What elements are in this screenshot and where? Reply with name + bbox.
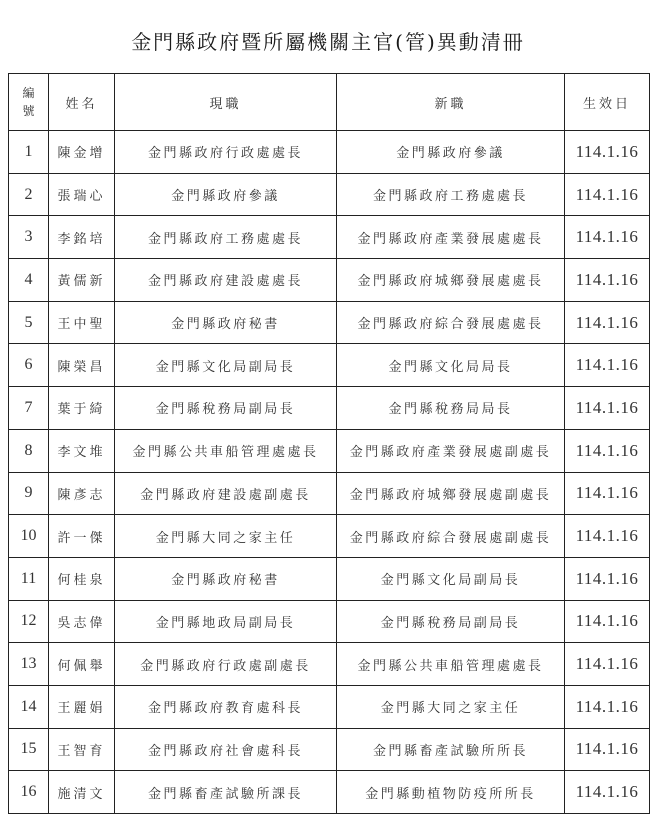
row-name: 葉于綺: [49, 387, 115, 430]
row-name: 陳彥志: [49, 472, 115, 515]
row-new-position: 金門縣文化局局長: [337, 344, 565, 387]
row-current-position: 金門縣公共車船管理處處長: [115, 429, 337, 472]
table-row: [9, 301, 650, 344]
row-new-position: 金門縣動植物防疫所所長: [337, 771, 565, 814]
row-effective-date: 114.1.16: [565, 557, 650, 600]
row-name: 張瑞心: [49, 173, 115, 216]
row-new-position: 金門縣稅務局局長: [337, 387, 565, 430]
row-effective-date: 114.1.16: [565, 515, 650, 558]
table-row: [9, 259, 650, 302]
row-current-position: 金門縣政府秘書: [115, 557, 337, 600]
row-effective-date: 114.1.16: [565, 301, 650, 344]
row-number: 13: [9, 643, 49, 686]
row-effective-date: 114.1.16: [565, 387, 650, 430]
table-row: [9, 685, 650, 728]
personnel-change-table: [8, 73, 650, 814]
row-new-position: 金門縣政府綜合發展處處長: [337, 301, 565, 344]
header-number: [9, 74, 49, 131]
row-number: 4: [9, 259, 49, 302]
table-row: [9, 429, 650, 472]
row-name: 王中聖: [49, 301, 115, 344]
row-current-position: 金門縣政府行政處副處長: [115, 643, 337, 686]
row-effective-date: 114.1.16: [565, 685, 650, 728]
row-name: 王智育: [49, 728, 115, 771]
row-effective-date: 114.1.16: [565, 131, 650, 174]
row-new-position: 金門縣公共車船管理處處長: [337, 643, 565, 686]
row-effective-date: 114.1.16: [565, 728, 650, 771]
row-name: 李文堆: [49, 429, 115, 472]
header-number-line2: 號: [22, 104, 35, 118]
row-number: 6: [9, 344, 49, 387]
row-current-position: 金門縣畜產試驗所課長: [115, 771, 337, 814]
table-row: [9, 131, 650, 174]
row-current-position: 金門縣政府秘書: [115, 301, 337, 344]
row-effective-date: 114.1.16: [565, 216, 650, 259]
row-name: 陳榮昌: [49, 344, 115, 387]
row-name: 許一傑: [49, 515, 115, 558]
row-new-position: 金門縣畜產試驗所所長: [337, 728, 565, 771]
table-row: [9, 173, 650, 216]
row-new-position: 金門縣政府工務處處長: [337, 173, 565, 216]
header-effective-date: 生效日: [565, 74, 650, 131]
table-row: [9, 557, 650, 600]
row-current-position: 金門縣政府建設處處長: [115, 259, 337, 302]
table-row: [9, 600, 650, 643]
row-new-position: 金門縣政府城鄉發展處副處長: [337, 472, 565, 515]
row-name: 王麗娟: [49, 685, 115, 728]
row-new-position: 金門縣政府參議: [337, 131, 565, 174]
row-effective-date: 114.1.16: [565, 259, 650, 302]
row-number: 12: [9, 600, 49, 643]
row-current-position: 金門縣政府工務處處長: [115, 216, 337, 259]
row-name: 李銘培: [49, 216, 115, 259]
row-current-position: 金門縣大同之家主任: [115, 515, 337, 558]
row-new-position: 金門縣政府城鄉發展處處長: [337, 259, 565, 302]
row-new-position: 金門縣稅務局副局長: [337, 600, 565, 643]
row-effective-date: 114.1.16: [565, 600, 650, 643]
document-title: 金門縣政府暨所屬機關主官(管)異動清冊: [131, 30, 525, 54]
row-number: 7: [9, 387, 49, 430]
header-current-position: 現職: [115, 74, 337, 131]
row-current-position: 金門縣地政局副局長: [115, 600, 337, 643]
row-new-position: 金門縣政府產業發展處副處長: [337, 429, 565, 472]
row-number: 9: [9, 472, 49, 515]
row-name: 何佩舉: [49, 643, 115, 686]
header-new-position: 新職: [337, 74, 565, 131]
row-effective-date: 114.1.16: [565, 472, 650, 515]
row-number: 10: [9, 515, 49, 558]
row-number: 11: [9, 557, 49, 600]
row-new-position: 金門縣政府綜合發展處副處長: [337, 515, 565, 558]
table-row: [9, 344, 650, 387]
row-name: 陳金增: [49, 131, 115, 174]
row-effective-date: 114.1.16: [565, 643, 650, 686]
row-current-position: 金門縣政府教育處科長: [115, 685, 337, 728]
row-current-position: 金門縣稅務局副局長: [115, 387, 337, 430]
table-row: [9, 643, 650, 686]
row-new-position: 金門縣大同之家主任: [337, 685, 565, 728]
row-current-position: 金門縣政府建設處副處長: [115, 472, 337, 515]
table-row: [9, 771, 650, 814]
row-effective-date: 114.1.16: [565, 173, 650, 216]
row-name: 吳志偉: [49, 600, 115, 643]
header-number-line1: 編: [22, 86, 35, 100]
row-current-position: 金門縣文化局副局長: [115, 344, 337, 387]
row-name: 施清文: [49, 771, 115, 814]
row-number: 15: [9, 728, 49, 771]
row-current-position: 金門縣政府社會處科長: [115, 728, 337, 771]
table-row: [9, 728, 650, 771]
row-effective-date: 114.1.16: [565, 771, 650, 814]
row-new-position: 金門縣文化局副局長: [337, 557, 565, 600]
row-number: 16: [9, 771, 49, 814]
row-name: 何桂泉: [49, 557, 115, 600]
table-row: [9, 515, 650, 558]
table-row: [9, 472, 650, 515]
table-row: [9, 216, 650, 259]
table-header-row: [9, 74, 650, 131]
row-number: 1: [9, 131, 49, 174]
row-number: 8: [9, 429, 49, 472]
row-name: 黃儒新: [49, 259, 115, 302]
row-effective-date: 114.1.16: [565, 429, 650, 472]
row-number: 5: [9, 301, 49, 344]
row-new-position: 金門縣政府產業發展處處長: [337, 216, 565, 259]
row-number: 2: [9, 173, 49, 216]
row-current-position: 金門縣政府參議: [115, 173, 337, 216]
row-current-position: 金門縣政府行政處處長: [115, 131, 337, 174]
row-effective-date: 114.1.16: [565, 344, 650, 387]
row-number: 14: [9, 685, 49, 728]
table-row: [9, 387, 650, 430]
header-name: 姓名: [49, 74, 115, 131]
row-number: 3: [9, 216, 49, 259]
